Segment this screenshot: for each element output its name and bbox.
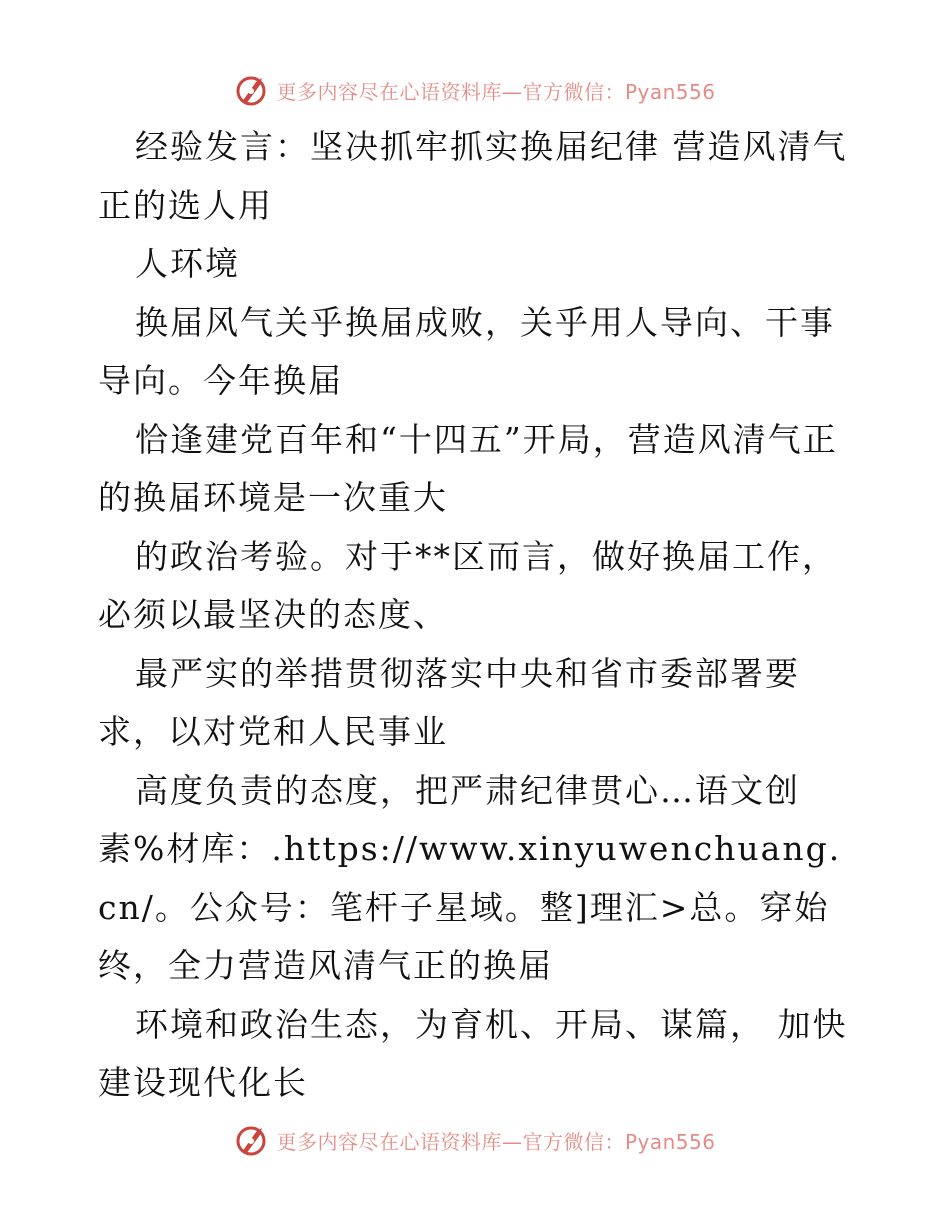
paragraph-5: 的政治考验。对于**区而言，做好换届工作，必须以最坚决的态度、	[98, 536, 837, 634]
paragraph-2: 人环境	[135, 244, 240, 283]
paragraph-3: 换届风气关乎换届成败，关乎用人导向、干事导向。今年换届	[98, 302, 835, 400]
paragraph-7: 高度负责的态度，把严肃纪律贯心…语文创素%材库：.https://www.xinyuwenchuang.cn/。公众号：笔杆子星域。整]理汇>总。穿始终，全力营造风清气正的换届	[98, 770, 842, 985]
pen-nib-circle-icon	[234, 72, 270, 108]
paragraph-8: 环境和政治生态，为育机、开局、谋篇， 加快建设现代化长	[98, 1004, 848, 1102]
watermark-footer	[0, 1120, 950, 1160]
watermark-header	[0, 70, 950, 110]
paragraph-1: 经验发言：坚决抓牢抓实换届纪律 营造风清气正的选人用	[98, 127, 848, 225]
watermark-text: 更多内容尽在心语资料库—官方微信：Pyan556	[276, 79, 716, 104]
paragraph-6: 最严实的举措贯彻落实中央和省市委部署要求，以对党和人民事业	[98, 653, 800, 751]
watermark-text: 更多内容尽在心语资料库—官方微信：Pyan556	[276, 1129, 716, 1154]
paragraph-4: 恰逢建党百年和“十四五”开局，营造风清气正的换届环境是一次重大	[98, 419, 838, 517]
document-body	[98, 118, 858, 1113]
pen-nib-circle-icon	[234, 1122, 270, 1158]
